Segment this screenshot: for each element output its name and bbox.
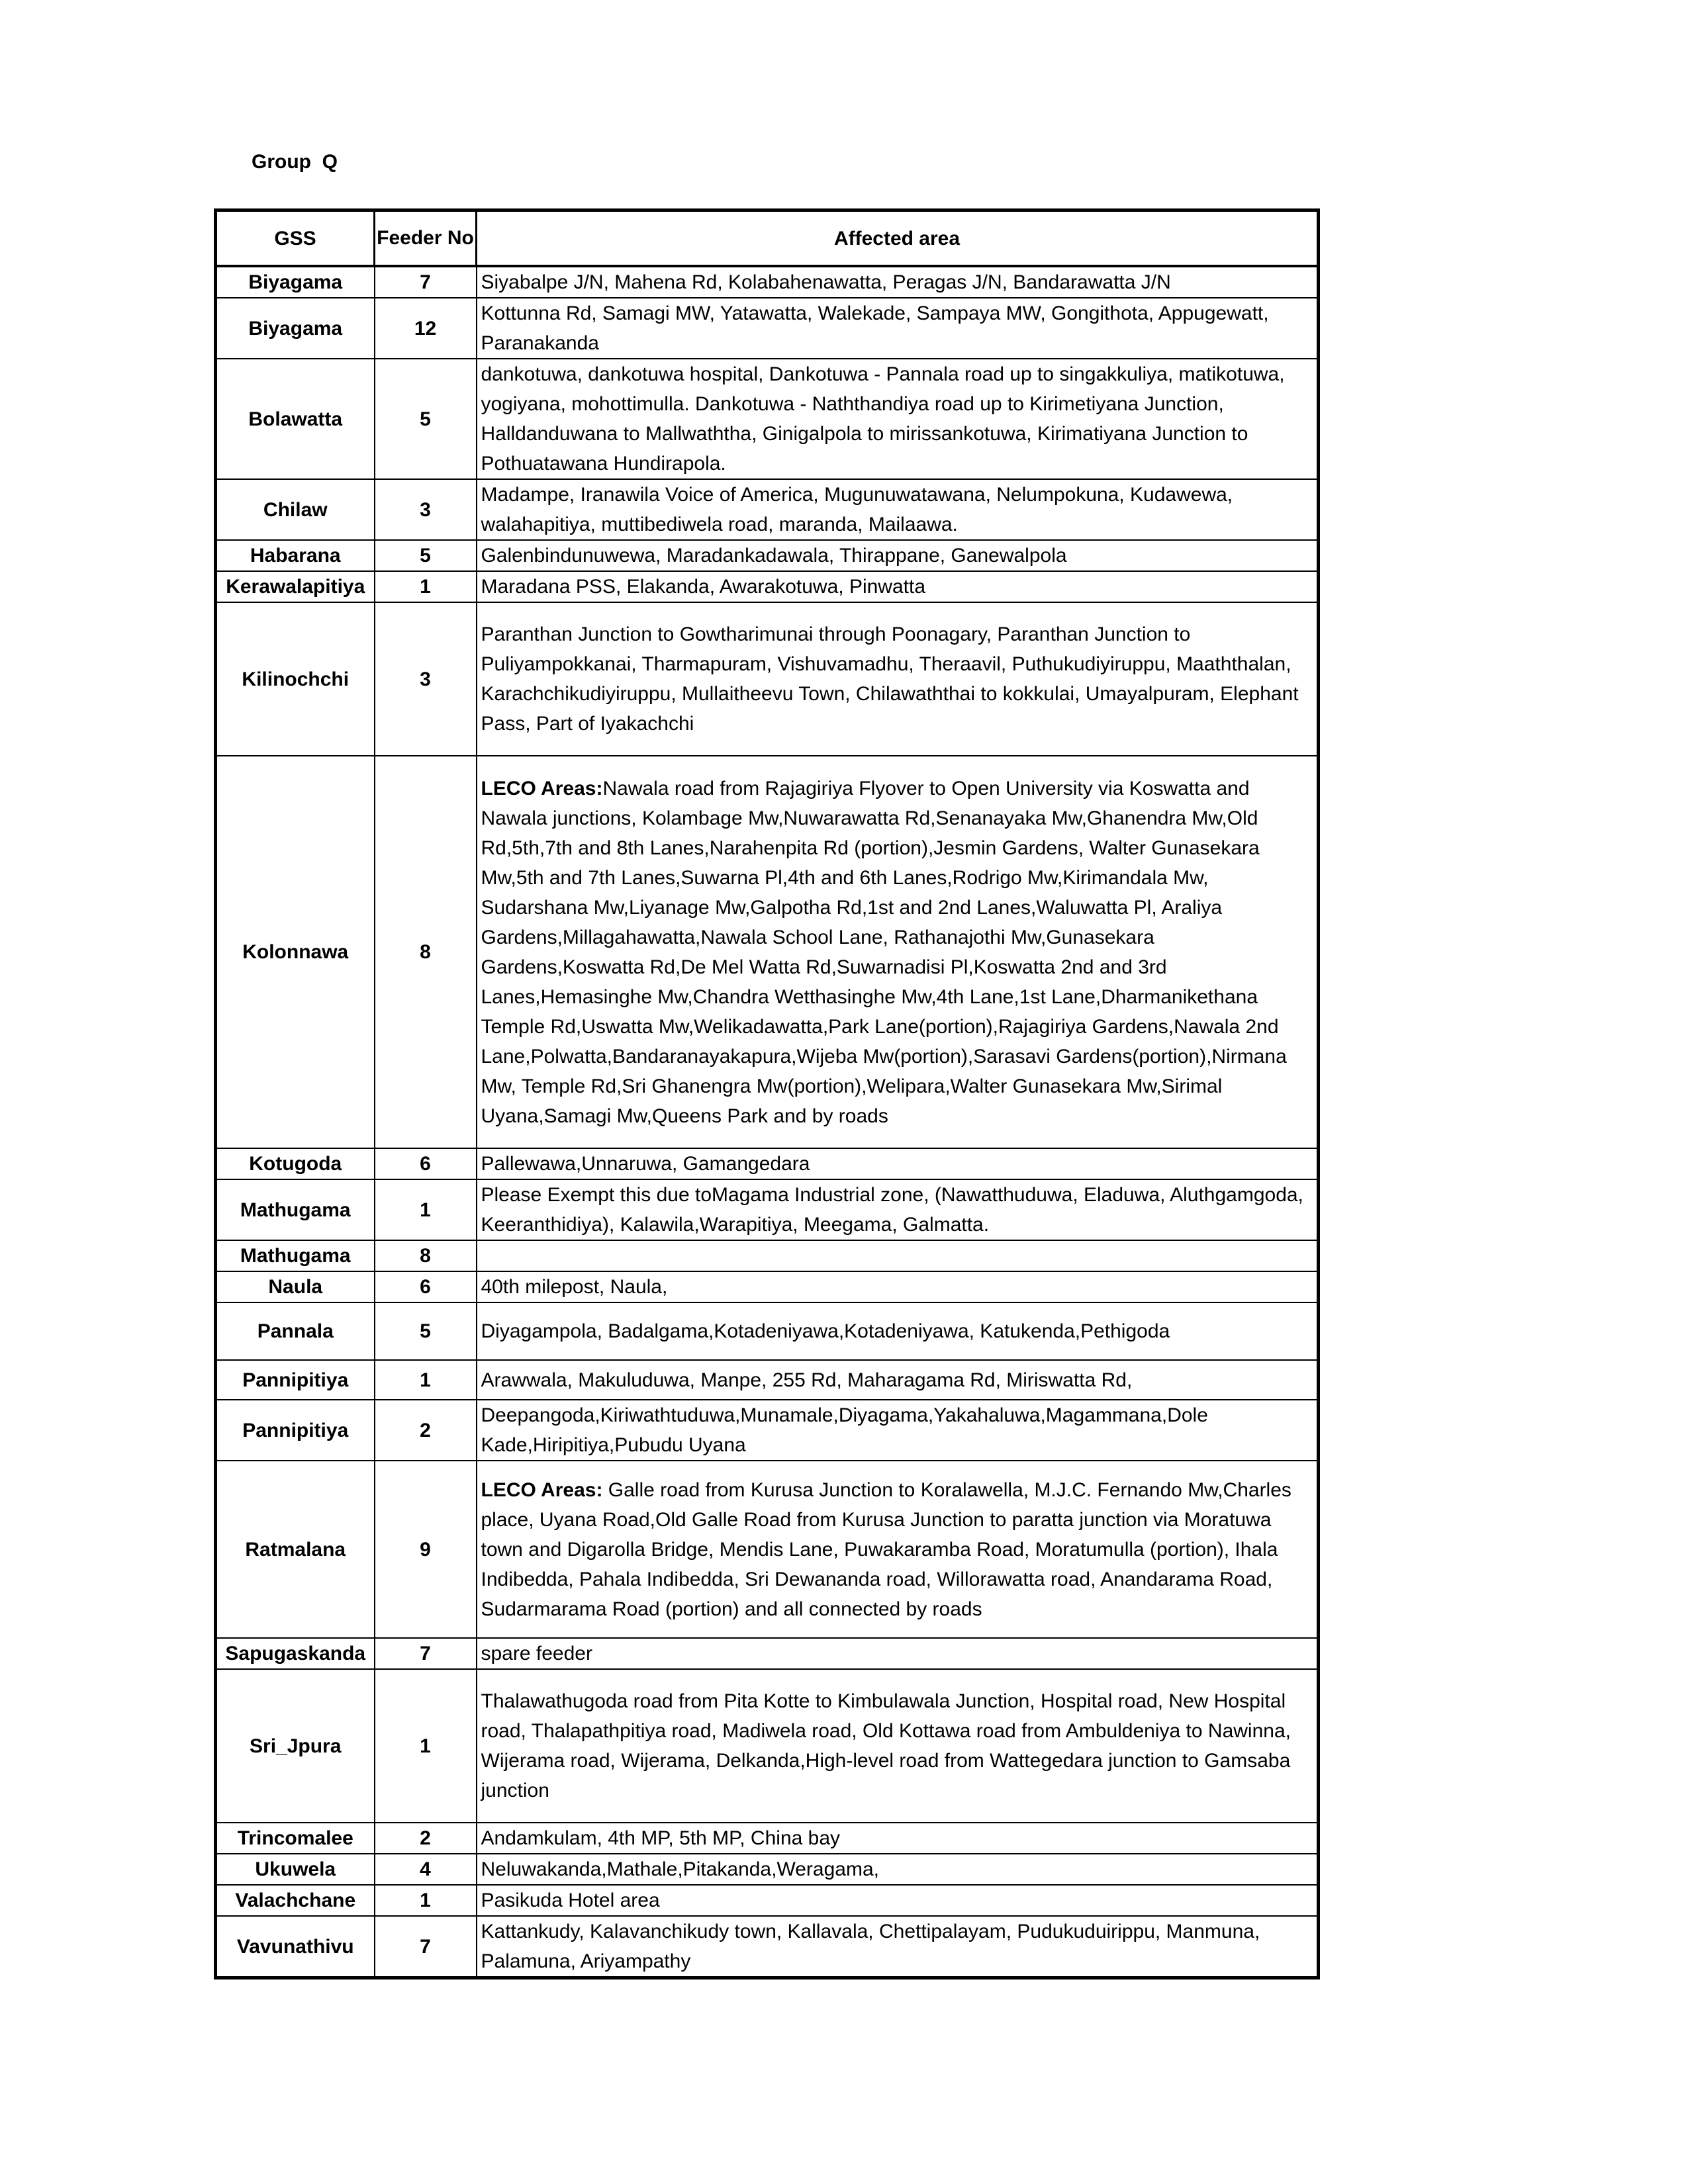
area-text: Arawwala, Makuluduwa, Manpe, 255 Rd, Maharagama Rd, Miriswatta Rd, — [481, 1369, 1133, 1391]
area-text: 40th milepost, Naula, — [481, 1276, 668, 1298]
affected-area-cell — [477, 540, 1319, 571]
table-row — [216, 1240, 1319, 1271]
gss-cell: Biyagama — [216, 266, 375, 298]
area-text: Neluwakanda,Mathale,Pitakanda,Weragama, — [481, 1858, 879, 1880]
area-text: spare feeder — [481, 1643, 592, 1664]
area-text: Kottunna Rd, Samagi MW, Yatawatta, Walekade, Sampaya MW, Gongithota, Appugewatt, Paranakanda — [481, 302, 1269, 354]
affected-area-cell — [477, 571, 1319, 602]
table-row — [216, 540, 1319, 571]
affected-area-cell — [477, 1179, 1319, 1240]
gss-cell: Trincomalee — [216, 1823, 375, 1854]
gss-cell: Kotugoda — [216, 1148, 375, 1179]
area-text: Nawala road from Rajagiriya Flyover to Open University via Koswatta and Nawala junctions, Kolambage Mw,Nuwarawatta Rd,Senanayaka Mw,Ghanendra Mw,Old Rd,5th,7th and 8th Lanes,Narahenpita Rd (portion),Jesmin Gardens, Walter Gunasekara Mw,5th and 7th Lanes,Suwarna Pl,4th and 6th Lanes,Rodrigo Mw,Kirimandala Mw, Sudarshana Mw,Liyanage Mw,Galpotha Rd,1st and 2nd Lanes,Waluwatta Pl, Araliya Gardens,Millagahawatta,Nawala School Lane, Rathanajothi Mw,Gunasekara Gardens,Koswatta Rd,De Mel Watta Rd,Suwarnadisi Pl,Koswatta 2nd and 3rd Lanes,Hemasinghe Mw,Chandra Wetthasinghe Mw,4th Lane,1st Lane,Dharmanikethana Temple Rd,Uswatta Mw,Welikadawatta,Park Lane(portion),Rajagiriya Gardens,Nawala 2nd Lane,Polwatta,Bandaranayakapura,Wijeba Mw(portion),Sarasavi Gardens(portion),Nirmana Mw, Temple Rd,Sri Ghanengra Mw(portion),Welipara,Walter Gunasekara Mw,Sirimal Uyana,Samagi Mw,Queens Park and by roads — [481, 777, 1287, 1127]
gss-cell: Biyagama — [216, 298, 375, 359]
gss-cell: Pannipitiya — [216, 1360, 375, 1400]
gss-cell: Pannipitiya — [216, 1400, 375, 1461]
feeder-no-cell: 2 — [375, 1400, 477, 1461]
table-row — [216, 602, 1319, 756]
gss-cell: Ratmalana — [216, 1461, 375, 1638]
affected-area-cell — [477, 1854, 1319, 1885]
affected-area-cell — [477, 1271, 1319, 1302]
group-title: Group Q — [252, 151, 338, 173]
gss-cell: Sapugaskanda — [216, 1638, 375, 1669]
gss-cell: Kerawalapitiya — [216, 571, 375, 602]
gss-cell: Ukuwela — [216, 1854, 375, 1885]
area-text: Kattankudy, Kalavanchikudy town, Kallavala, Chettipalayam, Pudukuduirippu, Manmuna, Palamuna, Ariyampathy — [481, 1921, 1260, 1972]
feeder-no-cell: 8 — [375, 756, 477, 1148]
table-row — [216, 1669, 1319, 1823]
affected-area-cell — [477, 1885, 1319, 1916]
gss-cell: Valachchane — [216, 1885, 375, 1916]
affected-area-cell — [477, 1148, 1319, 1179]
affected-area-cell — [477, 602, 1319, 756]
table-row — [216, 1148, 1319, 1179]
feeder-no-cell: 5 — [375, 540, 477, 571]
gss-cell: Bolawatta — [216, 359, 375, 479]
table-row — [216, 1854, 1319, 1885]
affected-area-cell — [477, 1461, 1319, 1638]
header-gss: GSS — [216, 210, 375, 267]
affected-area-cell — [477, 359, 1319, 479]
table-row — [216, 298, 1319, 359]
table-row — [216, 571, 1319, 602]
feeder-no-cell: 12 — [375, 298, 477, 359]
affected-area-cell — [477, 1360, 1319, 1400]
table-row — [216, 756, 1319, 1148]
table-row — [216, 1271, 1319, 1302]
feeder-no-cell: 6 — [375, 1271, 477, 1302]
affected-area-cell — [477, 1823, 1319, 1854]
gss-cell: Chilaw — [216, 479, 375, 540]
area-text: Andamkulam, 4th MP, 5th MP, China bay — [481, 1827, 841, 1849]
table-row — [216, 1302, 1319, 1360]
area-text: Pallewawa,Unnaruwa, Gamangedara — [481, 1153, 810, 1175]
area-text: Please Exempt this due toMagama Industrial zone, (Nawatthuduwa, Eladuwa, Aluthgamgoda, Keeranthidiya), Kalawila,Warapitiya, Meegama, Galmatta. — [481, 1184, 1303, 1236]
affected-area-cell — [477, 479, 1319, 540]
area-prefix-label: LECO Areas: — [481, 777, 603, 799]
table-row — [216, 1461, 1319, 1638]
affected-area-cell — [477, 1638, 1319, 1669]
feeder-no-cell: 1 — [375, 1885, 477, 1916]
feeder-no-cell: 5 — [375, 1302, 477, 1360]
area-text: Siyabalpe J/N, Mahena Rd, Kolabahenawatta, Peragas J/N, Bandarawatta J/N — [481, 271, 1171, 293]
feeder-no-cell: 3 — [375, 479, 477, 540]
feeder-no-cell: 1 — [375, 1669, 477, 1823]
area-text: Thalawathugoda road from Pita Kotte to Kimbulawala Junction, Hospital road, New Hospital road, Thalapathpitiya road, Madiwela road, Old Kottawa road from Ambuldeniya to Nawinna, Wijerama road, Wijerama, Delkanda,High-level road from Wattegedara junction to Gamsaba junction — [481, 1690, 1291, 1801]
feeder-no-cell: 7 — [375, 1916, 477, 1978]
table-row — [216, 1885, 1319, 1916]
gss-cell: Vavunathivu — [216, 1916, 375, 1978]
area-text: Galenbindunuwewa, Maradankadawala, Thirappane, Ganewalpola — [481, 545, 1067, 567]
feeder-no-cell: 1 — [375, 1179, 477, 1240]
affected-area-cell — [477, 1916, 1319, 1978]
table-row — [216, 1638, 1319, 1669]
gss-cell: Mathugama — [216, 1179, 375, 1240]
area-text: Diyagampola, Badalgama,Kotadeniyawa,Kotadeniyawa, Katukenda,Pethigoda — [481, 1320, 1170, 1342]
gss-cell: Kolonnawa — [216, 756, 375, 1148]
feeder-no-cell: 9 — [375, 1461, 477, 1638]
feeder-no-cell: 2 — [375, 1823, 477, 1854]
feeder-no-cell: 5 — [375, 359, 477, 479]
gss-cell: Kilinochchi — [216, 602, 375, 756]
table-header-row — [216, 210, 1319, 267]
feeder-no-cell: 3 — [375, 602, 477, 756]
gss-cell: Naula — [216, 1271, 375, 1302]
area-text: Paranthan Junction to Gowtharimunai through Poonagary, Paranthan Junction to Puliyampokkanai, Tharmapuram, Vishuvamadhu, Theraavil, Puthukudiyiruppu, Maaththalan, Karachchikudiyiruppu, Mullaitheevu Town, Chilawaththai to kokkulai, Umayalpuram, Elephant Pass, Part of Iyakachchi — [481, 623, 1299, 735]
area-text: Deepangoda,Kiriwathtuduwa,Munamale,Diyagama,Yakahaluwa,Magammana,Dole Kade,Hiripitiya,Pubudu Uyana — [481, 1404, 1208, 1456]
feeder-no-cell: 8 — [375, 1240, 477, 1271]
gss-cell: Mathugama — [216, 1240, 375, 1271]
area-text: dankotuwa, dankotuwa hospital, Dankotuwa - Pannala road up to singakkuliya, matikotuwa, yogiyana, mohottimulla. Dankotuwa - Naththandiya road up to Kirimetiyana Junction, Halldanduwana to Mallwaththa, Ginigalpola to mirissankotuwa, Kirimatiyana Junction to Pothuatawana Hundirapola. — [481, 363, 1285, 475]
table-row — [216, 1179, 1319, 1240]
table-row — [216, 1400, 1319, 1461]
affected-area-cell — [477, 298, 1319, 359]
affected-area-cell — [477, 1400, 1319, 1461]
area-text: Madampe, Iranawila Voice of America, Mugunuwatawana, Nelumpokuna, Kudawewa, walahapitiya, muttibediwela road, maranda, Mailaawa. — [481, 484, 1233, 535]
affected-area-cell — [477, 1669, 1319, 1823]
affected-area-cell — [477, 1302, 1319, 1360]
gss-cell: Sri_Jpura — [216, 1669, 375, 1823]
table-row — [216, 266, 1319, 298]
table-row — [216, 1360, 1319, 1400]
affected-area-cell — [477, 756, 1319, 1148]
feeder-no-cell: 6 — [375, 1148, 477, 1179]
affected-area-table — [214, 208, 1320, 1979]
table-row — [216, 1916, 1319, 1978]
area-text: Pasikuda Hotel area — [481, 1889, 660, 1911]
table-row — [216, 1823, 1319, 1854]
area-text: Maradana PSS, Elakanda, Awarakotuwa, Pinwatta — [481, 576, 926, 598]
feeder-no-cell: 4 — [375, 1854, 477, 1885]
feeder-no-cell: 1 — [375, 571, 477, 602]
feeder-no-cell: 7 — [375, 1638, 477, 1669]
feeder-no-cell: 1 — [375, 1360, 477, 1400]
gss-cell: Pannala — [216, 1302, 375, 1360]
feeder-no-cell: 7 — [375, 266, 477, 298]
header-feeder-no: Feeder No — [375, 210, 477, 267]
affected-area-cell — [477, 266, 1319, 298]
table-row — [216, 479, 1319, 540]
area-prefix-label: LECO Areas: — [481, 1479, 603, 1501]
affected-area-cell — [477, 1240, 1319, 1271]
area-text: Galle road from Kurusa Junction to Koralawella, M.J.C. Fernando Mw,Charles place, Uyana Road,Old Galle Road from Kurusa Junction to paratta junction via Moratuwa town and Digarolla Bridge, Mendis Lane, Puwakaramba Road, Moratumulla (portion), Ihala Indibedda, Pahala Indibedda, Sri Dewananda road, Willorawatta road, Anandarama Road, Sudarmarama Road (portion) and all connected by roads — [481, 1479, 1291, 1620]
header-affected-area: Affected area — [477, 210, 1319, 267]
table-row — [216, 359, 1319, 479]
gss-cell: Habarana — [216, 540, 375, 571]
